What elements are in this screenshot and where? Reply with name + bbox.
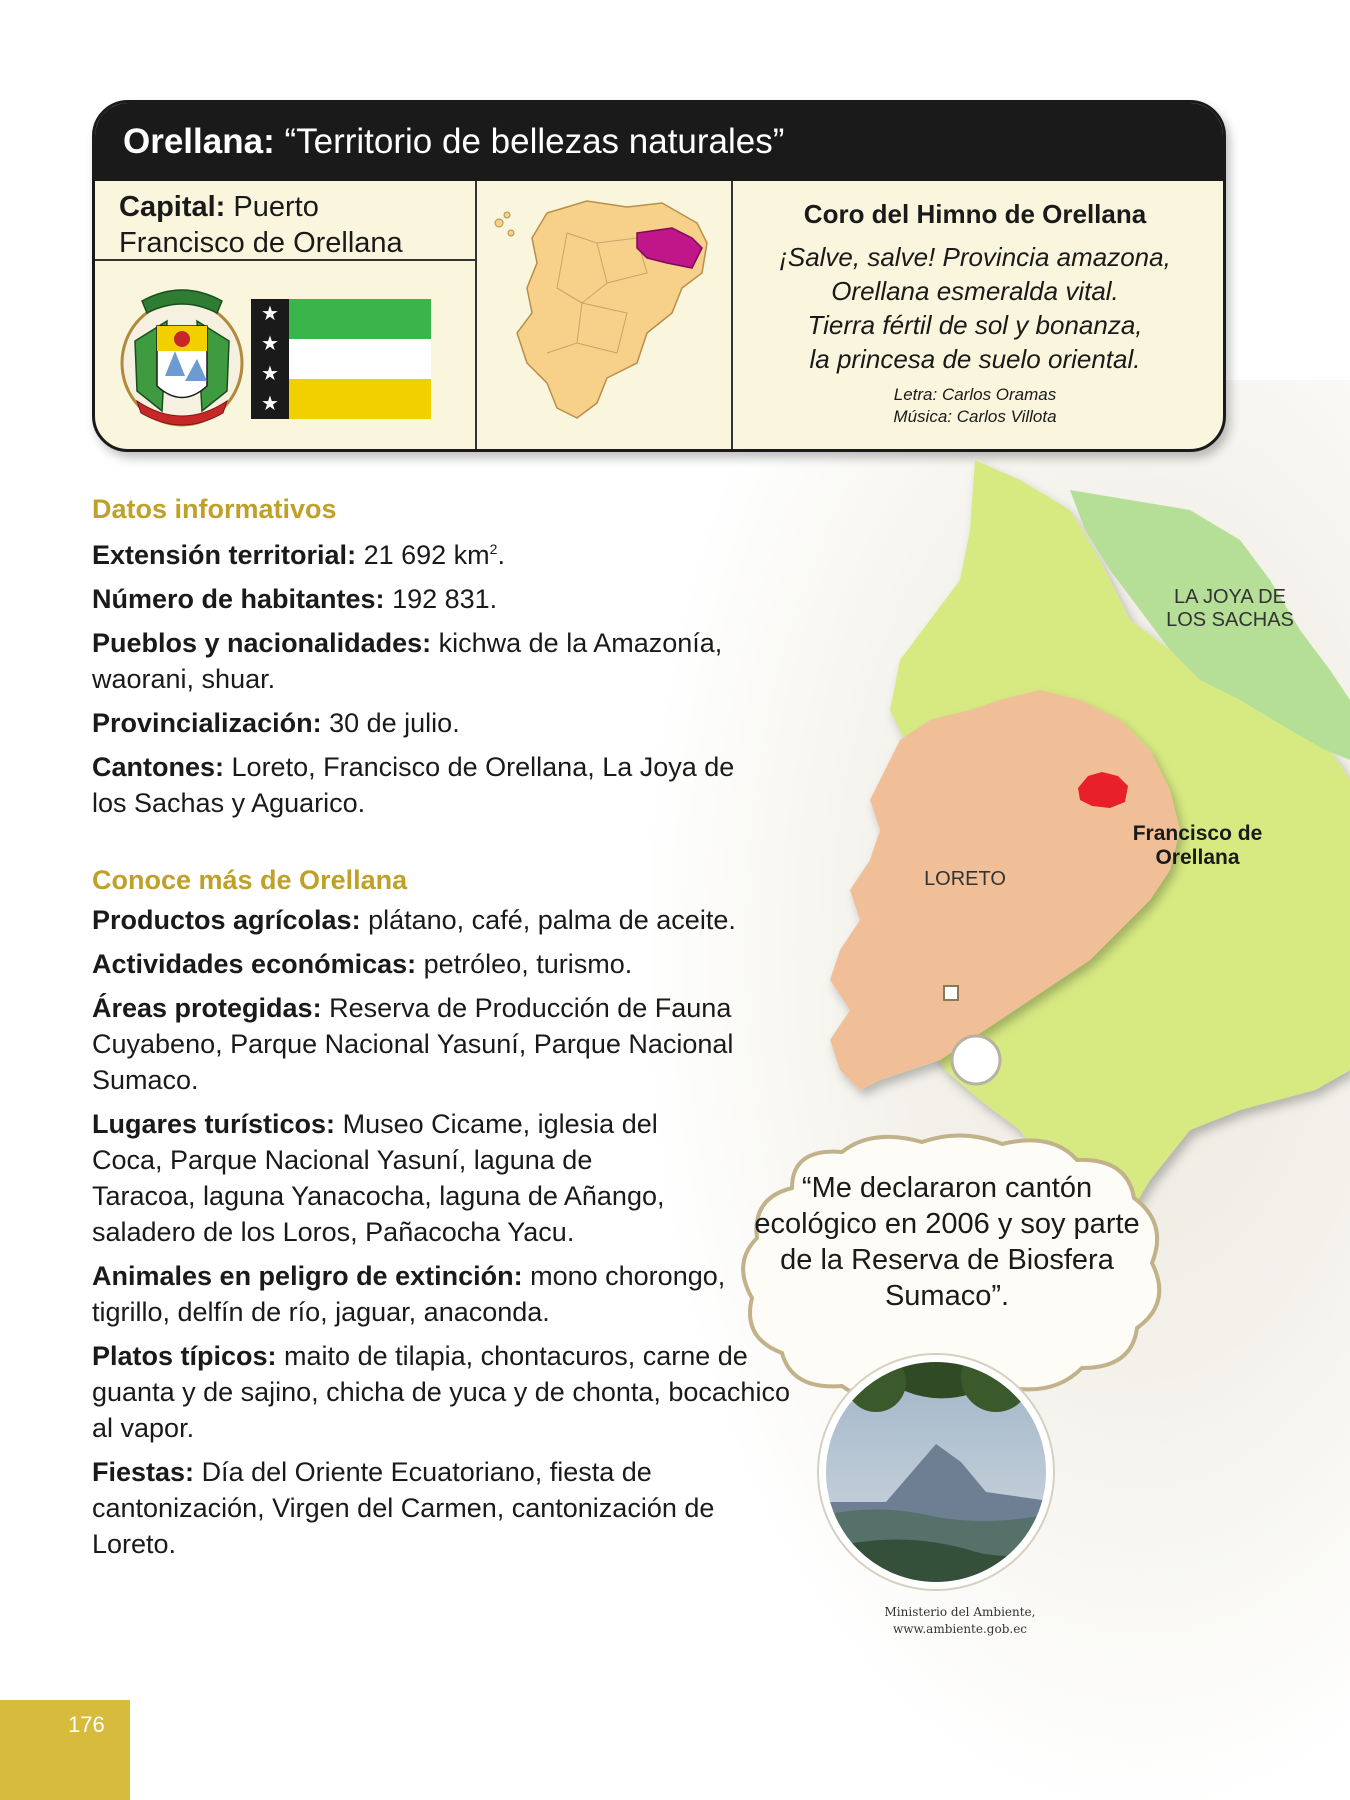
extension-value: 21 692 km [363,540,490,570]
label-francisco-de-orellana [1110,822,1285,870]
divider [731,181,733,449]
habitantes-item [92,581,812,617]
actividades-label: Actividades económicas: [92,949,417,979]
pueblos-item [92,625,812,697]
flag-stripe-yellow [289,379,431,419]
anthem-line: Orellana esmeralda vital. [831,276,1119,306]
anthem-line: Tierra fértil de sol y bonanza, [807,310,1143,340]
pueblos-label: Pueblos y nacionalidades: [92,628,432,658]
photo-credit-line2: www.ambiente.gob.ec [892,1622,1028,1636]
ecuador-map-icon [487,193,723,433]
province-details [92,494,812,1570]
label-loreto: LORETO [924,868,1006,890]
province-slogan: “Territorio de bellezas naturales” [284,122,785,161]
province-flag [251,299,431,419]
anthem-line: la princesa de suelo oriental. [809,344,1141,374]
cantones-value: Loreto, Francisco de Orellana, La Joya de los Sachas y Aguarico. [92,752,735,818]
productos-label: Productos agrícolas: [92,905,361,935]
cantones-item [92,749,772,821]
label-la-joya-line1: LA JOYA DE [1174,586,1286,608]
extension-item [92,531,812,573]
lyrics-credit: Letra: Carlos Oramas [893,385,1057,404]
areas-label: Áreas protegidas: [92,993,322,1023]
capital-info [119,189,459,261]
animales-item [92,1258,802,1330]
capital-label: Capital: [119,191,226,223]
photo-credit-line1: Ministerio del Ambiente, [884,1605,1036,1619]
label-la-joya [1150,586,1310,632]
lugares-item [92,1106,702,1250]
actividades-value: petróleo, turismo. [423,949,633,979]
provincializacion-item [92,705,812,741]
section-title-datos: Datos informativos [92,494,337,524]
platos-label: Platos típicos: [92,1341,277,1371]
flag-stripe-green [289,299,431,339]
label-la-joya-line2: LOS SACHAS [1166,609,1294,631]
areas-item [92,990,742,1098]
star-icon: ★ [261,331,279,355]
anthem-title: Coro del Himno de Orellana [803,199,1147,229]
areas-value: Reserva de Producción de Fauna Cuyabeno, Parque Nacional Yasuní, Parque Nacional Sumaco. [92,993,734,1095]
pueblos-value: kichwa de la Amazonía, waorani, shuar. [92,628,723,694]
lugares-label: Lugares turísticos: [92,1109,336,1139]
platos-item [92,1338,802,1446]
flag-stripe-white [289,339,431,379]
coat-of-arms-icon [117,281,247,431]
habitantes-label: Número de habitantes: [92,584,385,614]
page-number: 176 [68,1712,105,1737]
platos-value: maito de tilapia, chontacuros, carne de guanta y de sajino, chicha de yuca y de chonta, bocachico al vapor. [92,1341,790,1443]
lugares-value: Museo Cicame, iglesia del Coca, Parque Nacional Yasuní, laguna de Taracoa, laguna Yanacocha, laguna de Añango, saladero de los Loros, Pañacocha Yacu. [92,1109,665,1247]
productos-item [92,902,742,938]
anthem-line: ¡Salve, salve! Provincia amazona, [779,242,1171,272]
anthem-chorus [735,199,1215,428]
label-francisco-line1: Francisco de [1132,822,1263,845]
volcano-photo [816,1352,1056,1592]
photo-credit [850,1604,1070,1638]
quote-text: “Me declararon cantón ecológico en 2006 y soy parte de la Reserva de Biosfera Sumaco”. [754,1172,1140,1312]
page-number-tab [0,1700,130,1800]
divider [475,181,477,449]
actividades-item [92,946,812,982]
town-marker [944,986,958,1000]
cantones-label: Cantones: [92,752,225,782]
fiestas-value: Día del Oriente Ecuatoriano, fiesta de cantonización, Virgen del Carmen, cantonización de Loreto. [92,1457,715,1559]
fiestas-label: Fiestas: [92,1457,195,1487]
provincializacion-value: 30 de julio. [329,708,460,738]
extension-end: . [497,540,505,570]
extension-sup: 2 [489,541,498,557]
label-francisco-line2: Orellana [1155,846,1240,869]
star-icon: ★ [261,361,279,385]
provincializacion-label: Provincialización: [92,708,322,738]
province-name: Orellana: [123,122,275,161]
card-header [95,103,1223,181]
star-icon: ★ [261,391,279,415]
capital-value-line2: Francisco de Orellana [119,227,403,259]
star-icon: ★ [261,301,279,325]
province-info-card [92,100,1226,452]
animales-value: mono chorongo, tigrillo, delfín de río, jaguar, anaconda. [92,1261,726,1327]
music-credit: Música: Carlos Villota [893,407,1057,426]
photo-connector-circle [952,1036,1000,1084]
habitantes-value: 192 831. [392,584,498,614]
extension-label: Extensión territorial: [92,540,357,570]
animales-label: Animales en peligro de extinción: [92,1261,523,1291]
section-title-conoce: Conoce más de Orellana [92,865,408,895]
fiestas-item [92,1454,802,1562]
capital-value-line1: Puerto [233,191,319,223]
productos-value: plátano, café, palma de aceite. [368,905,736,935]
